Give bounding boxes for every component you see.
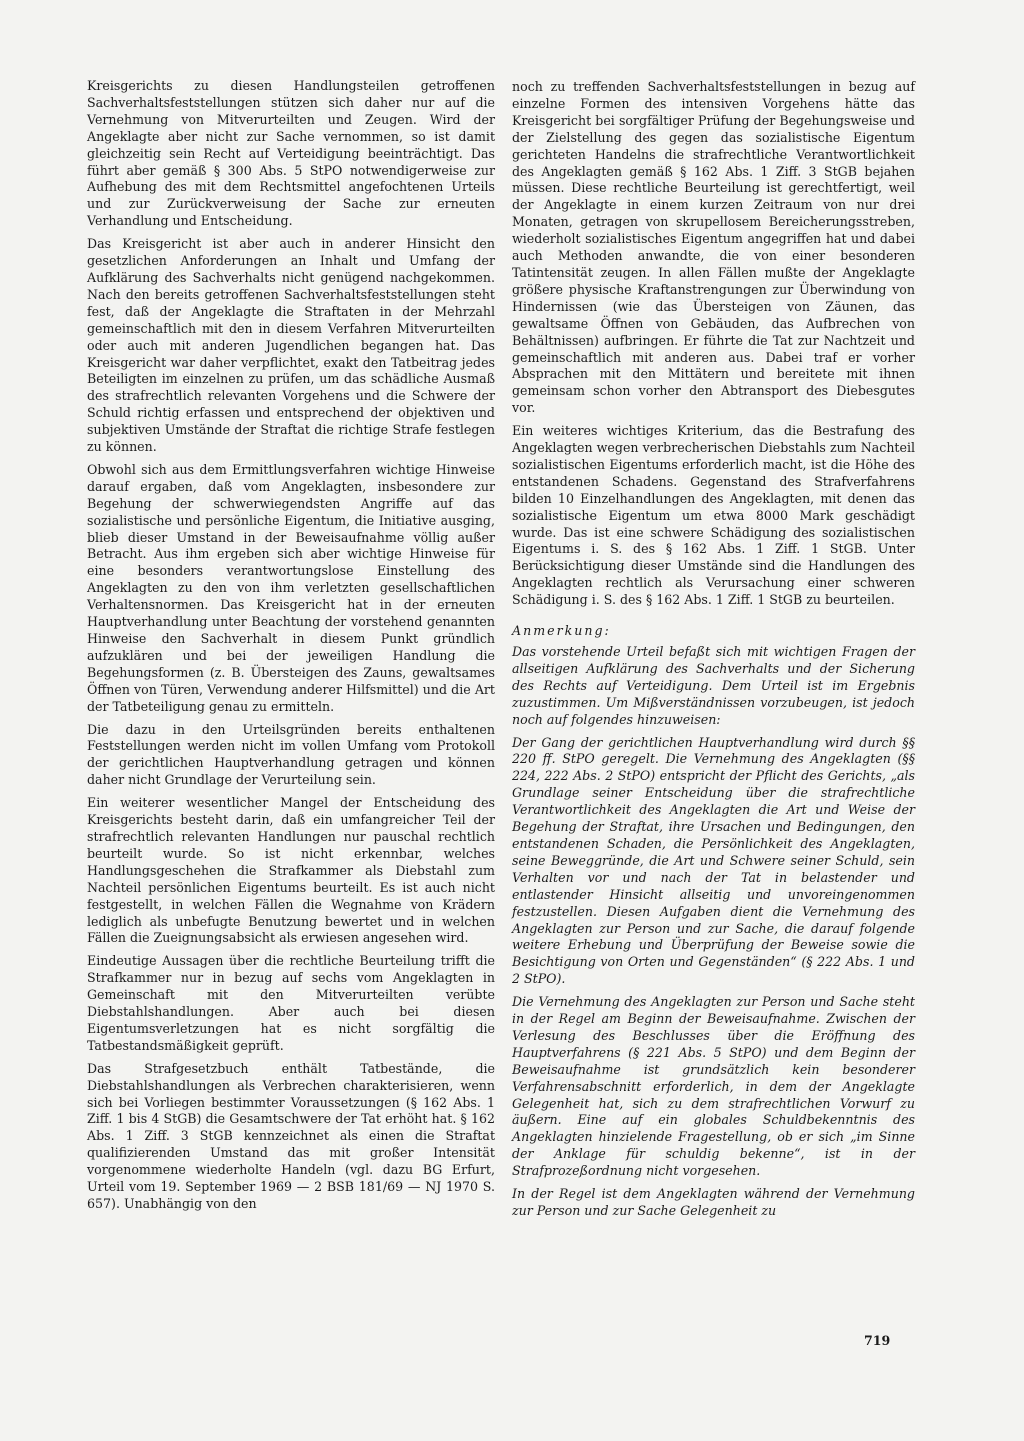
page-number: 719 <box>864 1333 891 1348</box>
left-column <box>87 78 495 1219</box>
paragraph: Ein weiterer wesentlicher Mangel der Entscheidung des Kreisgerichts besteht darin, daß ein umfangreicher Teil der strafrechtlich relevanten Handlungen nur pauschal rechtlich beurteilt wurde. So ist nicht erkennbar, welches Handlungsgeschehen die Strafkammer als Diebstahl zum Nachteil persönlichen Eigentums beurteilt. Es ist auch nicht festgestellt, in welchen Fällen die Wegnahme von Krädern lediglich als unbefugte Benutzung bewertet und in welchen Fällen die Zueignungsabsicht als erwiesen angesehen wird. <box>87 795 495 946</box>
paragraph: Die dazu in den Urteilsgründen bereits enthaltenen Feststellungen werden nicht im vollen Umfang vom Protokoll der gerichtlichen Hauptverhandlung getragen und können daher nicht Grundlage der Verurteilung sein. <box>87 721 495 788</box>
note-paragraph: In der Regel ist dem Angeklagten während der Vernehmung zur Person und zur Sache Gelegenheit zu <box>512 1186 915 1218</box>
paragraph: Eindeutige Aussagen über die rechtliche Beurteilung trifft die Strafkammer nur in bezug auf sechs vom Angeklagten in Gemeinschaft mit den Mitverurteilten verübte Diebstahlshandlungen. Aber auch bei diesen Eigentumsverletzungen hat es nicht sorgfältig die Tatbestandsmäßigkeit geprüft. <box>87 953 495 1053</box>
paragraph: Obwohl sich aus dem Ermittlungsverfahren wichtige Hinweise darauf ergaben, daß vom Angeklagten, insbesondere zur Begehung der schwerwiegendsten Angriffe auf das sozialistische und persönliche Eigentum, die Initiative ausging, blieb dieser Umstand in der Beweisaufnahme völlig außer Betracht. Aus ihm ergeben sich aber wichtige Hinweise für eine besonders verantwortungslose Einstellung des Angeklagten zu den von ihm verletzten gesellschaftlichen Verhaltensnormen. Das Kreisgericht hat in der erneuten Hauptverhandlung unter Beachtung der vorstehend genannten Hinweise den Sachverhalt in diesem Punkt gründlich aufzuklären und bei der jeweiligen Handlung die Begehungsformen (z. B. Übersteigen des Zauns, gewaltsames Öffnen von Türen, Verwendung anderer Hilfsmittel) und die Art der Tatbeteiligung genau zu ermitteln. <box>87 461 495 714</box>
paragraph: noch zu treffenden Sachverhaltsfeststellungen in bezug auf einzelne Formen des intensiven Vorgehens hätte das Kreisgericht bei sorgfältiger Prüfung der Begehungsweise und der Zielstellung des gegen das sozialistische Eigentum gerichteten Handelns die strafrechtliche Verantwortlichkeit des Angeklagten gemäß § 162 Abs. 1 Ziff. 3 StGB bejahen müssen. Diese rechtliche Beurteilung ist gerechtfertigt, weil der Angeklagte in einem kurzen Zeitraum von nur drei Monaten, getragen von skrupellosem Bereicherungsstreben, wiederholt sozialistisches Eigentum angegriffen hat und dabei auch Methoden anwandte, die von einer besonderen Tatintensität zeugen. In allen Fällen mußte der Angeklagte größere physische Kraftanstrengungen zur Überwindung von Hindernissen (wie das Übersteigen von Zäunen, das gewaltsame Öffnen von Gebäuden, das Aufbrechen von Behältnissen) aufbringen. Er führte die Tat zur Nachtzeit und gemeinschaftlich mit anderen aus. Dabei traf er vorher Absprachen mit den Mittätern und bereitete mit ihnen gemeinsam schon vorher den Abtransport des Diebesgutes vor. <box>512 79 915 416</box>
paragraph: Kreisgerichts zu diesen Handlungsteilen getroffenen Sachverhaltsfeststellungen stützen sich daher nur auf die Vernehmung von Mitverurteilten und Zeugen. Wird der Angeklagte aber nicht zur Sache vernommen, so ist damit gleichzeitig sein Recht auf Verteidigung beeinträchtigt. Das führt aber gemäß § 300 Abs. 5 StPO notwendigerweise zur Aufhebung des mit dem Rechtsmittel angefochtenen Urteils und zur Zurückverweisung der Sache zur erneuten Verhandlung und Entscheidung. <box>87 78 495 229</box>
note-heading: Anmerkung: <box>512 623 611 639</box>
paragraph: Das Strafgesetzbuch enthält Tatbestände, die Diebstahlshandlungen als Verbrechen charakterisieren, wenn sich bei Vorliegen bestimmter Voraussetzungen (§ 162 Abs. 1 Ziff. 1 bis 4 StGB) die Gesamtschwere der Tat erhöht hat. § 162 Abs. 1 Ziff. 3 StGB kennzeichnet als einen die Straftat qualifizierenden Umstand das mit großer Intensität vorgenommene wiederholte Handeln (vgl. dazu BG Erfurt, Urteil vom 19. September 1969 — 2 BSB 181/69 — NJ 1970 S. 657). Unabhängig von den <box>87 1060 495 1211</box>
paragraph: Ein weiteres wichtiges Kriterium, das die Bestrafung des Angeklagten wegen verbrecherischen Diebstahls zum Nachteil sozialistischen Eigentums erforderlich macht, ist die Höhe des entstandenen Schadens. Gegenstand des Strafverfahrens bilden 10 Einzelhandlungen des Angeklagten, mit denen das sozialistische Eigentum um etwa 8000 Mark geschädigt wurde. Das ist eine schwere Schädigung des sozialistischen Eigentums i. S. des § 162 Abs. 1 Ziff. 1 StGB. Unter Berücksichtigung dieser Umstände sind die Handlungen des Angeklagten rechtlich als Verursachung einer schweren Schädigung i. S. des § 162 Abs. 1 Ziff. 1 StGB zu beurteilen. <box>512 423 915 608</box>
note-paragraph: Das vorstehende Urteil befaßt sich mit wichtigen Fragen der allseitigen Aufklärung des Sachverhalts und der Sicherung des Rechts auf Verteidigung. Dem Urteil ist im Ergebnis zuzustimmen. Um Mißverständnissen vorzubeugen, ist jedoch noch auf folgendes hinzuweisen: <box>512 644 915 727</box>
note-paragraph: Die Vernehmung des Angeklagten zur Person und Sache steht in der Regel am Beginn der Beweisaufnahme. Zwischen der Verlesung des Beschlusses über die Eröffnung des Hauptverfahrens (§ 221 Abs. 5 StPO) und dem Beginn der Beweisaufnahme ist grundsätzlich kein besonderer Verfahrensabschnitt erforderlich, in dem der Angeklagte Gelegenheit hat, sich zu dem strafrechtlichen Vorwurf zu äußern. Eine auf ein globales Schuldbekenntnis des Angeklagten hinzielende Fragestellung, ob er sich „im Sinne der Anklage für schuldig bekenne“, ist in der Strafprozeßordnung nicht vorgesehen. <box>512 994 915 1179</box>
note-paragraph: Der Gang der gerichtlichen Hauptverhandlung wird durch §§ 220 ff. StPO geregelt. Die Vernehmung des Angeklagten (§§ 224, 222 Abs. 2 StPO) entspricht der Pflicht des Gerichts, „als Grundlage seiner Entscheidung über die strafrechtliche Verantwortlichkeit des Angeklagten die Art und Weise der Begehung der Straftat, ihre Ursachen und Bedingungen, den entstandenen Schaden, die Persönlichkeit des Angeklagten, seine Beweggründe, die Art und Schwere seiner Schuld, sein Verhalten vor und nach der Tat in belastender und entlastender Hinsicht allseitig und unvoreingenommen festzustellen. Diesen Aufgaben dient die Vernehmung des Angeklagten zur Person und zur Sache, die darauf folgende weitere Erhebung und Überprüfung der Beweise sowie die Besichtigung von Orten und Gegenständen“ (§ 222 Abs. 1 und 2 StPO). <box>512 734 915 987</box>
paragraph: Das Kreisgericht ist aber auch in anderer Hinsicht den gesetzlichen Anforderungen an Inhalt und Umfang der Aufklärung des Sachverhalts nicht genügend nachgekommen. Nach den bereits getroffenen Sachverhaltsfeststellungen steht fest, daß der Angeklagte die Straftaten in der Mehrzahl gemeinschaftlich mit den in diesem Verfahren Mitverurteilten oder auch mit anderen Jugendlichen begangen hat. Das Kreisgericht war daher verpflichtet, exakt den Tatbeitrag jedes Beteiligten im einzelnen zu prüfen, um das schädliche Ausmaß des strafrechtlich relevanten Vorgehens und die Schwere der Schuld richtig erfassen und entsprechend der objektiven und subjektiven Umstände der Straftat die richtige Strafe festlegen zu können. <box>87 236 495 455</box>
right-column <box>512 79 915 1226</box>
